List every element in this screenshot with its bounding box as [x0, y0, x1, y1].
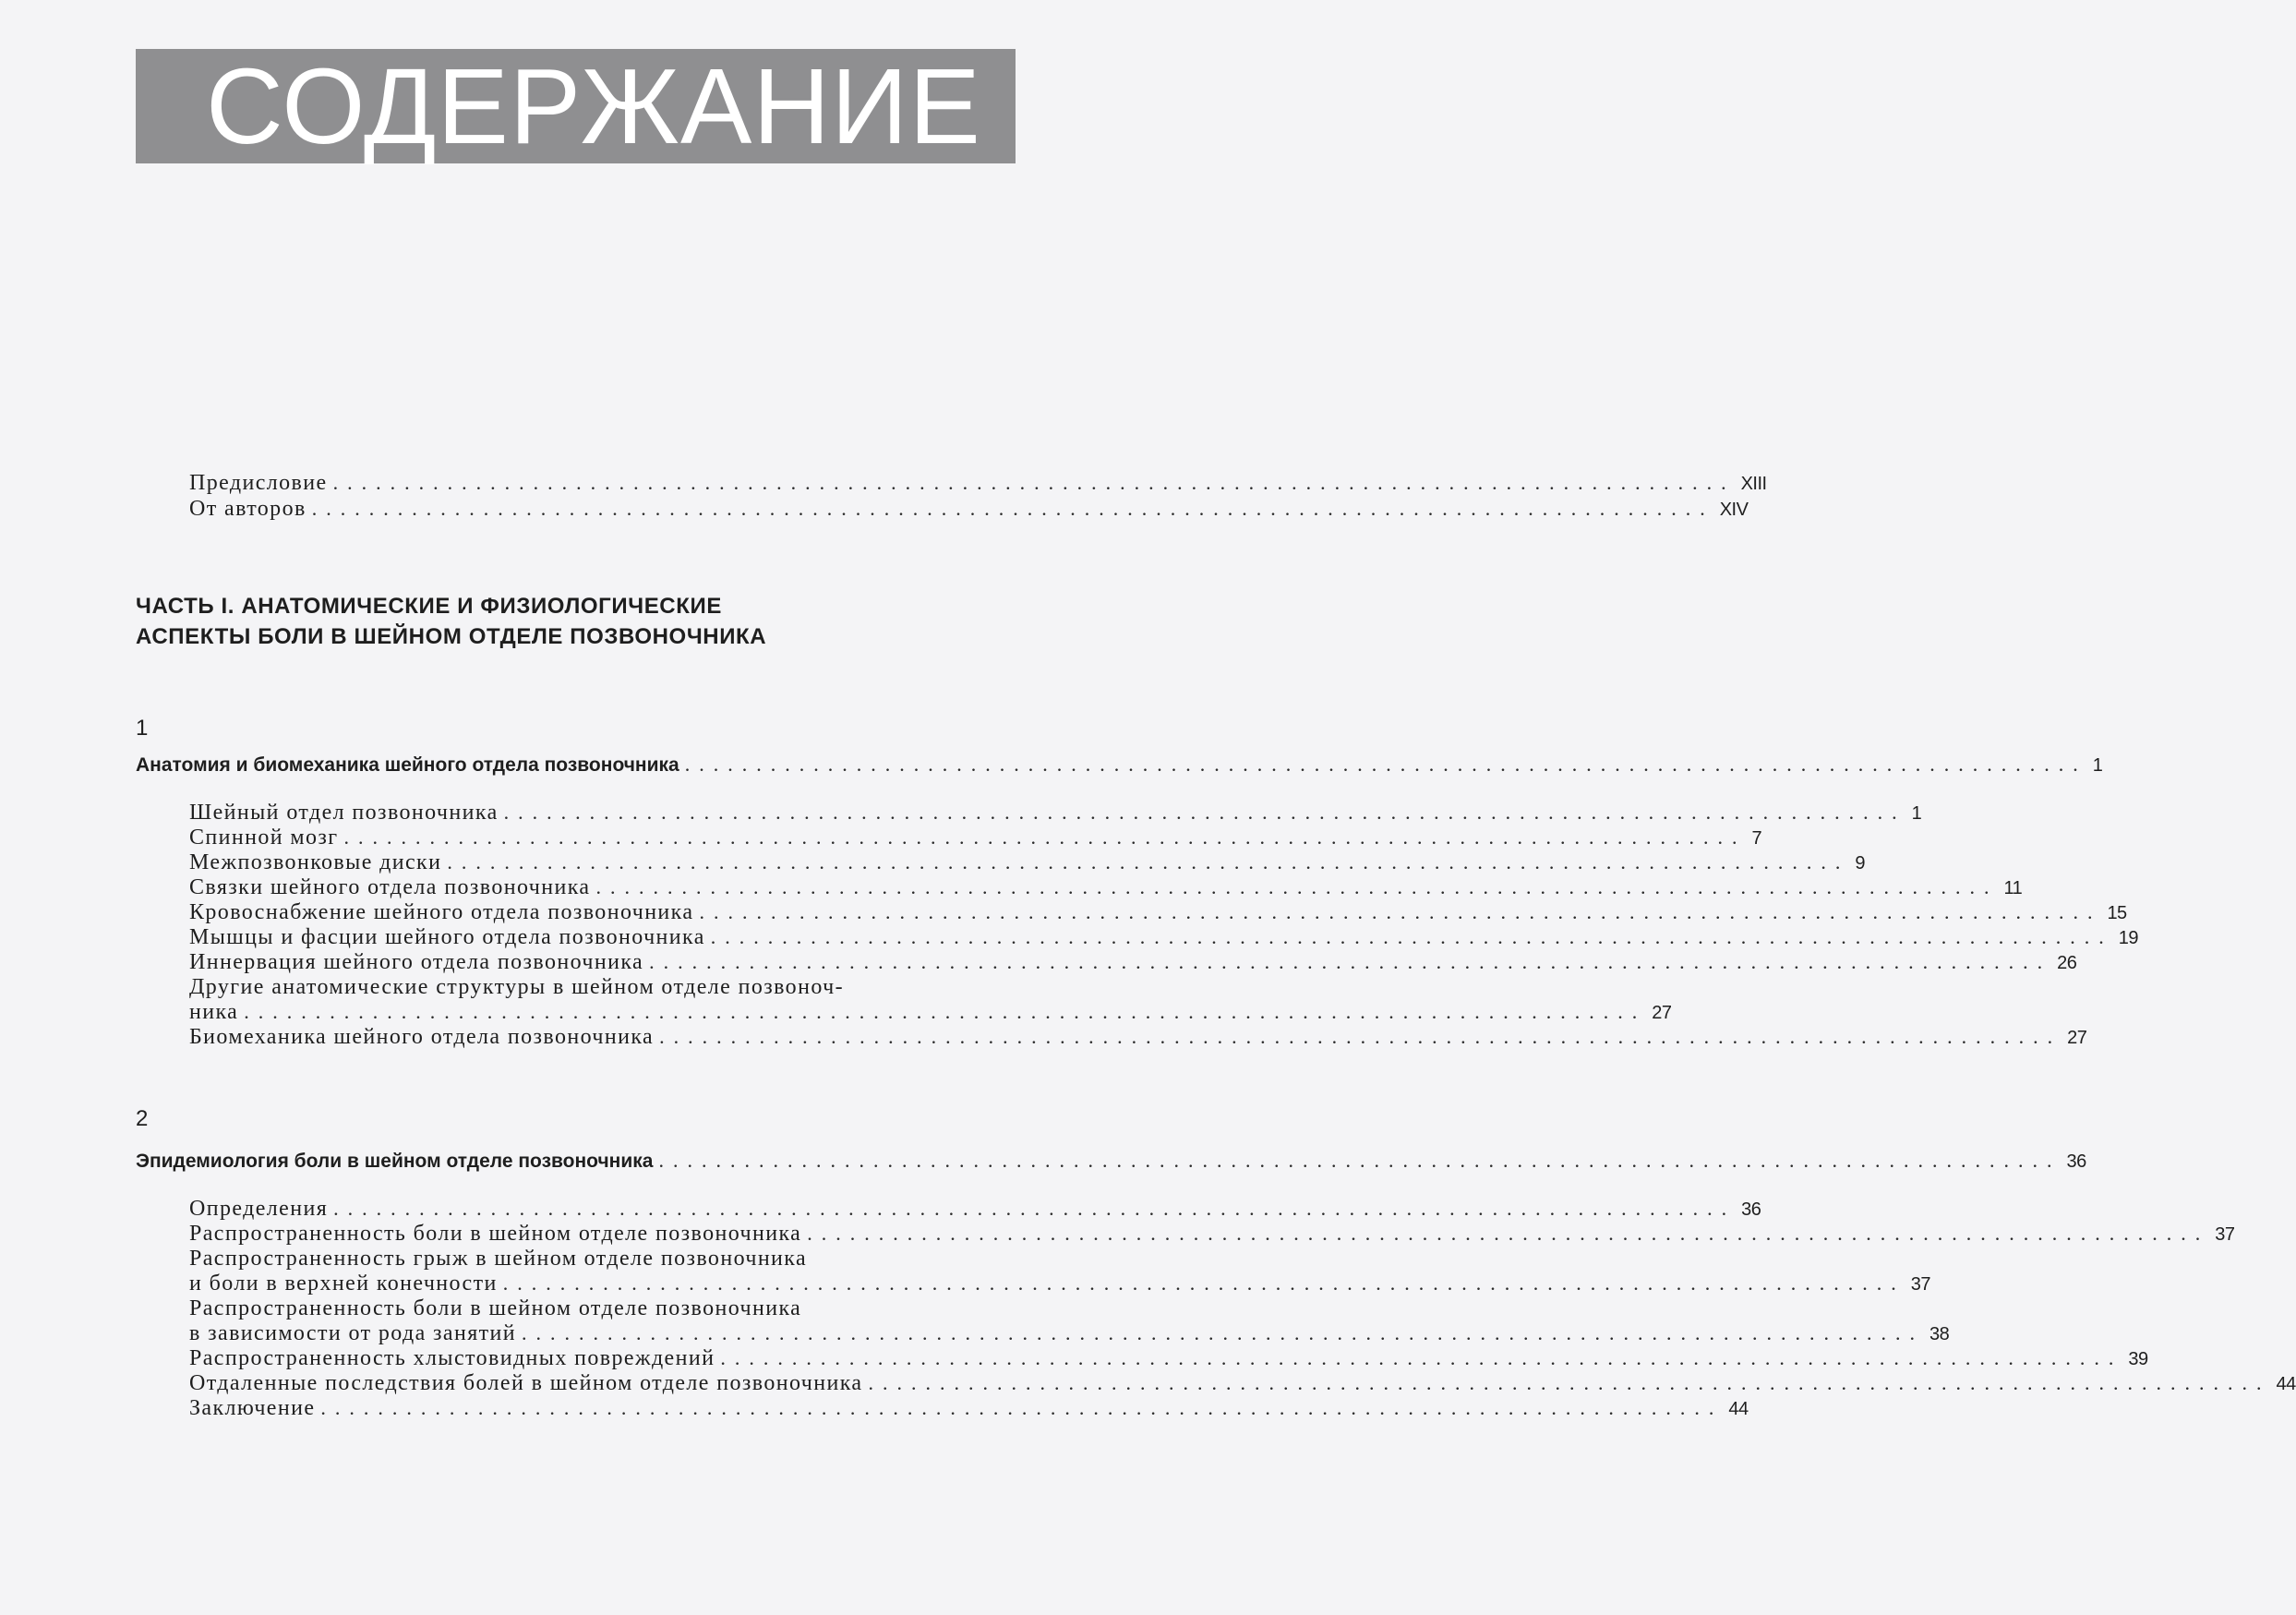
chapter-title: Эпидемиология боли в шейном отделе позвоночника [136, 1151, 654, 1172]
toc-entry-page: 37 [2215, 1224, 2235, 1245]
toc-entry-page: 1 [1911, 803, 1922, 824]
toc-entry-page: 9 [1855, 853, 1865, 874]
toc-entry[interactable] [189, 875, 2023, 900]
toc-entry[interactable] [189, 1396, 1749, 1421]
toc-entry-page: 27 [2067, 1028, 2087, 1048]
dot-leader: .................................................................................................. [343, 826, 1747, 849]
toc-entry[interactable] [189, 1025, 2087, 1050]
part-heading-line2: АСПЕКТЫ БОЛИ В ШЕЙНОМ ОТДЕЛЕ ПОЗВОНОЧНИКА [136, 624, 767, 649]
toc-entry[interactable] [189, 1346, 2148, 1371]
toc-entry-title-line1[interactable]: Другие анатомические структуры в шейном отделе позвоноч- [189, 975, 844, 999]
toc-entry-title: Определения [189, 1197, 329, 1221]
toc-entry-page: 36 [1741, 1199, 1761, 1220]
toc-entry-title: Иннервация шейного отдела позвоночника [189, 950, 644, 974]
dot-leader: .................................................................................................. [684, 753, 2087, 776]
chapter-number: 1 [136, 716, 149, 741]
toc-entry-page: 37 [1910, 1274, 1930, 1295]
toc-entry-page: XIII [1740, 474, 1767, 494]
toc-entry-page: 19 [2118, 928, 2139, 948]
chapter-number: 2 [136, 1106, 149, 1131]
toc-entry[interactable] [189, 1371, 2296, 1396]
toc-entry[interactable] [189, 1222, 2235, 1247]
toc-entry-title: Межпозвонковые диски [189, 850, 442, 874]
dot-leader: .................................................................................................. [595, 875, 1999, 898]
dot-leader: .................................................................................................. [699, 900, 2102, 923]
toc-entry-title: Предисловие [189, 471, 328, 495]
toc-entry-page: 7 [1751, 828, 1762, 849]
toc-entry[interactable] [189, 925, 2139, 950]
toc-entry-title: и боли в верхней конечности [189, 1272, 498, 1296]
chapter-title-entry[interactable] [136, 753, 2103, 777]
part-heading [136, 591, 766, 652]
toc-entry[interactable] [189, 1197, 1761, 1222]
toc-entry[interactable] [189, 1000, 1672, 1025]
toc-entry-page: 11 [2003, 878, 2023, 898]
toc-entry-page: 39 [2128, 1349, 2148, 1369]
dot-leader: .................................................................................................. [658, 1149, 2062, 1172]
dot-leader: .................................................................................................. [649, 950, 2052, 973]
toc-entry-title: Шейный отдел позвоночника [189, 801, 499, 825]
dot-leader: .................................................................................................. [503, 801, 1906, 824]
dot-leader: .................................................................................................. [710, 925, 2113, 948]
chapter-title-entry[interactable] [136, 1149, 2086, 1173]
toc-entry-title: Связки шейного отдела позвоночника [189, 875, 591, 899]
toc-entry[interactable] [189, 850, 1865, 875]
toc-entry-page: XIV [1719, 500, 1749, 520]
dot-leader: .................................................................................................. [868, 1371, 2271, 1394]
toc-entry-page: 36 [2066, 1151, 2086, 1172]
toc-entry-title: От авторов [189, 497, 307, 521]
toc-entry[interactable] [189, 1321, 1950, 1346]
toc-entry-title: Заключение [189, 1396, 316, 1420]
toc-entry-title-line1[interactable]: Распространенность боли в шейном отделе позвоночника [189, 1296, 802, 1320]
toc-entry-title: Мышцы и фасции шейного отдела позвоночника [189, 925, 705, 949]
toc-entry-page: 27 [1652, 1003, 1672, 1023]
toc-entry-page: 26 [2057, 953, 2077, 973]
toc-entry-title: Биомеханика шейного отдела позвоночника [189, 1025, 655, 1049]
toc-entry-title: в зависимости от рода занятий [189, 1321, 517, 1345]
toc-entry-page: 44 [2276, 1374, 2296, 1394]
dot-leader: .................................................................................................. [807, 1222, 2210, 1245]
toc-entry-page: 44 [1728, 1399, 1749, 1419]
toc-entry[interactable] [189, 950, 2077, 975]
toc-entry-authors[interactable] [189, 497, 1749, 522]
toc-entry-page: 38 [1929, 1324, 1950, 1344]
toc-entry-title: Распространенность боли в шейном отделе позвоночника [189, 1222, 802, 1246]
dot-leader: .................................................................................................. [332, 471, 1736, 494]
dot-leader: .................................................................................................. [333, 1197, 1737, 1220]
toc-entry-title-line1[interactable]: Распространенность грыж в шейном отделе позвоночника [189, 1247, 808, 1271]
toc-entry-page: 1 [2092, 755, 2103, 776]
dot-leader: .................................................................................................. [502, 1272, 1905, 1295]
dot-leader: .................................................................................................. [720, 1346, 2123, 1369]
dot-leader: .................................................................................................. [320, 1396, 1724, 1419]
toc-entry[interactable] [189, 1272, 1930, 1296]
toc-entry-title: Спинной мозг [189, 826, 339, 850]
toc-entry[interactable] [189, 801, 1922, 826]
dot-leader: .................................................................................................. [659, 1025, 2062, 1048]
toc-entry-title: Кровоснабжение шейного отдела позвоночника [189, 900, 694, 924]
part-heading-line1: ЧАСТЬ I. АНАТОМИЧЕСКИЕ И ФИЗИОЛОГИЧЕСКИЕ [136, 594, 722, 619]
toc-entry-page: 15 [2107, 903, 2127, 923]
page-title: СОДЕРЖАНИЕ [206, 46, 981, 166]
dot-leader: .................................................................................................. [311, 497, 1714, 520]
chapter-title: Анатомия и биомеханика шейного отдела позвоночника [136, 754, 679, 776]
dot-leader: .................................................................................................. [244, 1000, 1647, 1023]
toc-entry-title: ника [189, 1000, 239, 1024]
toc-entry[interactable] [189, 900, 2127, 925]
dot-leader: .................................................................................................. [447, 850, 1850, 874]
toc-entry[interactable] [189, 826, 1762, 850]
dot-leader: .................................................................................................. [522, 1321, 1925, 1344]
toc-entry-preface[interactable] [189, 471, 1767, 496]
toc-entry-title: Распространенность хлыстовидных повреждений [189, 1346, 715, 1370]
toc-entry-title: Отдаленные последствия болей в шейном отделе позвоночника [189, 1371, 863, 1395]
